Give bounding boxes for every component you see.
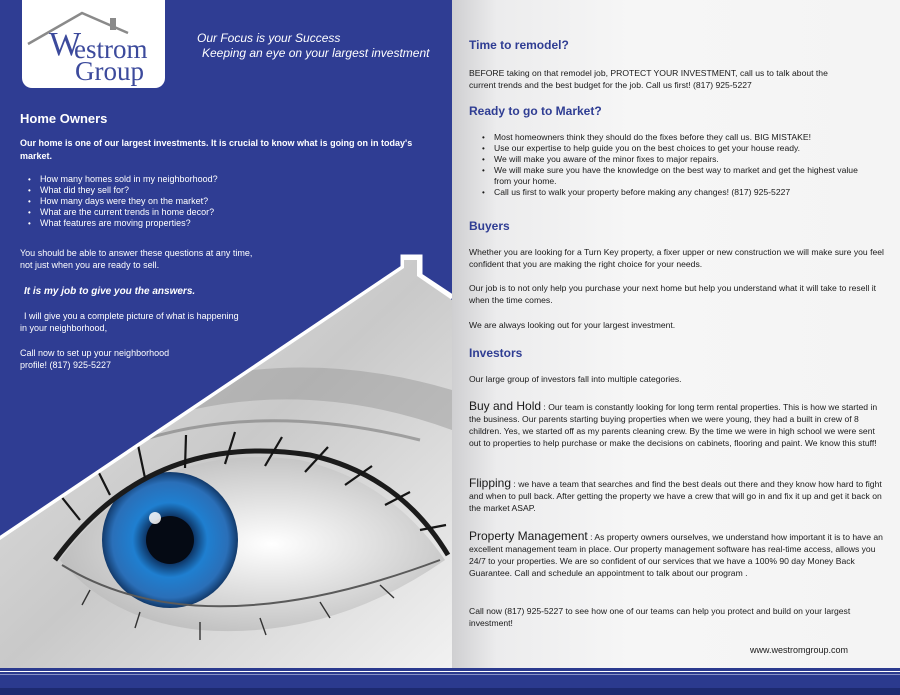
property-management-paragraph: [469, 530, 887, 579]
list-item: • We will make sure you have the knowledge on the best way to market and get the highest value from your home.: [482, 165, 862, 187]
list-item: • How many days were they on the market?: [28, 196, 218, 207]
eye-photo: [0, 0, 452, 670]
picture-line-2: in your neighborhood,: [20, 323, 108, 333]
property-management-text: : As property owners ourselves, we understand how important it is to have an excellent management team in place. Our property management software has real-time access, allows you 24/7 to your properties. We are so confident of our services that we have a 100% 90 day Money Back Guarantee. Call and schedule an appointment to talk about our program .: [469, 532, 883, 578]
call-line-1: Call now to set up your neighborhood: [20, 348, 170, 358]
home-owners-title: Home Owners: [20, 111, 108, 126]
logo: [22, 0, 165, 88]
tagline-line-1: Our Focus is your Success: [197, 31, 341, 45]
market-bullets: [482, 132, 877, 198]
logo-word-2: Group: [75, 56, 144, 86]
logo-initial: W: [49, 26, 82, 63]
buy-and-hold-paragraph: [469, 400, 887, 449]
flipping-text: : we have a team that searches and find the best deals out there and they know how hard to fight and when to pull back. After getting the property we have a crew that will go in and fix it up and get it back on the market ASAP.: [469, 479, 882, 513]
remodel-text: [469, 67, 887, 91]
list-item: • What did they sell for?: [28, 185, 218, 196]
footer-divider: [0, 671, 900, 672]
home-owners-intro: Our home is one of our largest investments. It is crucial to know what is going on in today's market.: [20, 138, 413, 161]
buyers-p2: Our job is to not only help you purchase your next home but help you understand what it will take to resell it when the time comes.: [469, 283, 876, 305]
list-item: • How many homes sold in my neighborhood?: [28, 174, 218, 185]
remodel-line-2: current trends and the best budget for the job. Call us first! (817) 925-5227: [469, 80, 752, 90]
list-item: • What features are moving properties?: [28, 218, 218, 229]
remodel-line-1: BEFORE taking on that remodel job, PROTECT YOUR INVESTMENT, call us to talk about the: [469, 68, 828, 78]
list-item: • Use our expertise to help guide you on the best choices to get your house ready.: [482, 143, 877, 154]
footer-divider: [0, 674, 900, 675]
flipping-heading: Flipping: [469, 476, 512, 490]
flipping-paragraph: [469, 477, 887, 514]
call-line-2: profile! (817) 925-5227: [20, 360, 112, 370]
list-item: • We will make you aware of the minor fixes to major repairs.: [482, 154, 877, 165]
home-owners-questions: [28, 174, 218, 229]
tagline-line-2: Keeping an eye on your largest investment: [202, 46, 430, 60]
list-item: • What are the current trends in home decor?: [28, 207, 218, 218]
remodel-title: Time to remodel?: [469, 38, 569, 52]
answer-paragraph: [20, 247, 290, 271]
call-paragraph: [20, 347, 290, 371]
footer-band: [0, 688, 900, 695]
list-item: • Call us first to walk your property before making any changes! (817) 925-5227: [482, 187, 877, 198]
buy-and-hold-heading: Buy and Hold: [469, 399, 542, 413]
market-title: Ready to go to Market?: [469, 104, 602, 118]
picture-line-1: I will give you a complete picture of what is happening: [24, 311, 239, 321]
footer-strip: [0, 668, 900, 695]
buyers-title: Buyers: [469, 219, 510, 233]
buyers-p1: Whether you are looking for a Turn Key property, a fixer upper or new construction we will make sure you feel confident that you are making the right choice for your needs.: [469, 247, 884, 269]
buyers-p3: We are always looking out for your largest investment.: [469, 320, 676, 330]
left-panel: [0, 0, 452, 670]
tagline: [197, 31, 429, 61]
emphasis-text: It is my job to give you the answers.: [24, 286, 196, 297]
list-item: • Most homeowners think they should do the fixes before they call us. BIG MISTAKE!: [482, 132, 877, 143]
answer-line-2: not just when you are ready to sell.: [20, 260, 160, 270]
picture-paragraph: [20, 310, 294, 334]
buy-and-hold-text: : Our team is constantly looking for long term rental properties. This is how we started in the business. Our parents starting buying properties when we were young, they had a built in crew of 8 children. Yes, we started off as my parents cleaning crew. By the time we were in high school we were sent out to properties to help purchase or make the decisions on cabinets, flooring and paint. We know this stuff!: [469, 402, 878, 448]
answer-line-1: You should be able to answer these questions at any time,: [20, 248, 253, 258]
closing-call: Call now (817) 925-5227 to see how one of our teams can help you protect and build on your largest investment!: [469, 606, 851, 628]
investors-title: Investors: [469, 346, 523, 360]
website-link[interactable]: www.westromgroup.com: [750, 645, 849, 655]
logo-word-1: estrom: [74, 34, 148, 64]
right-panel: [452, 0, 900, 670]
investors-intro: Our large group of investors fall into multiple categories.: [469, 374, 682, 384]
property-management-heading: Property Management: [469, 529, 588, 543]
